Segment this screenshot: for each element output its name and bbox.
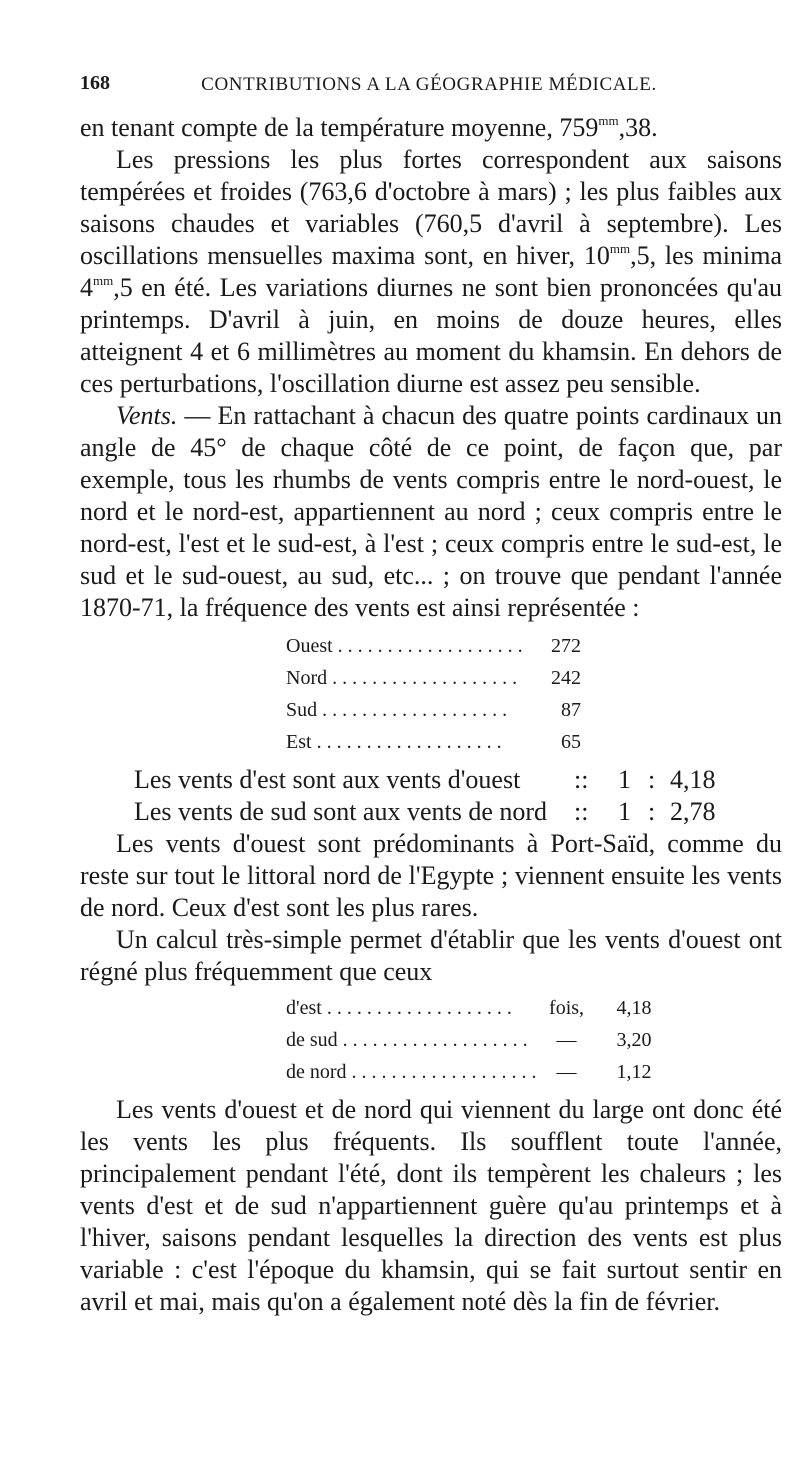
paragraph-text: ,5, les minima 4 <box>80 241 782 302</box>
ratio-one: 1 <box>618 797 631 826</box>
ratio-value: 4,18 <box>670 765 716 794</box>
leader-dots <box>347 1061 537 1083</box>
ratio-text: Les vents d'est sont aux vents d'ouest <box>134 765 521 794</box>
paragraph-pressures <box>80 144 782 400</box>
paragraph-dominant-winds: Les vents d'ouest sont prédominants à Port-Saïd, comme du reste sur tout le littoral nord de l'Egypte ; viennent ensuite les vents de nord. Ceux d'est sont les plus rares. <box>80 829 782 922</box>
section-label: Vents. <box>116 401 178 430</box>
paragraph-pressure-mean <box>80 112 782 144</box>
times-value: 4,18 <box>616 997 652 1019</box>
wind-name: d'est <box>286 997 322 1019</box>
times-word: — <box>556 1029 577 1051</box>
ratio-colon: : <box>648 765 656 794</box>
table-row <box>286 992 652 1024</box>
table-row <box>286 1024 652 1056</box>
times-word: fois, <box>549 997 585 1019</box>
ratio-value: 2,78 <box>670 797 716 826</box>
wind-frequency-table <box>286 630 581 758</box>
paragraph-frequent-winds: Les vents d'ouest et de nord qui viennent du large ont donc été les vents les plus fréquents. Ils soufflent toute l'année, principalement pendant l'été, dont ils tempèrent les chaleurs ; les vents d'est et de sud n'appartiennent guère qu'au printemps et à l'hiver, saisons pendant lesquelles la direction des vents est plus variable : c'est l'époque du khamsin, qui se fait surtout sentir en avril et mai, mais qu'on a également noté dès la fin de février. <box>80 1095 782 1316</box>
times-value: 1,12 <box>616 1061 652 1083</box>
ratio-symbol: :: <box>574 765 589 794</box>
leader-dots <box>322 997 512 1019</box>
wind-name: de sud <box>286 1029 338 1051</box>
ratio-one: 1 <box>618 765 631 794</box>
table-row <box>286 726 581 758</box>
paragraph-text: ,5 en été. Les variations diurnes ne sont bien prononcées qu'au printemps. D'avril à juin, en moins de douze heures, elles atteignent 4 et 6 millimètres au moment du khamsin. En dehors de ces perturbations, l'oscillation diurne est assez peu sensible. <box>80 273 782 398</box>
leader-dots <box>312 731 502 753</box>
leader-dots <box>317 699 507 721</box>
times-value: 3,20 <box>616 1029 652 1051</box>
table-row <box>286 662 581 694</box>
ratio-row <box>80 796 782 828</box>
paragraph-text: — En rattachant à chacun des quatre points cardinaux un angle de 45° de chaque côté de ce point, de façon que, par exemple, tous les rhumbs de vents compris entre le nord-ouest, le nord et le nord-est, appartiennent au nord ; ceux compris entre le nord-est, l'est et le sud-est, à l'est ; ceux compris entre le sud-est, le sud et le sud-ouest, au sud, etc... ; on trouve que pendant l'année 1870-71, la fréquence des vents est ainsi représentée : <box>80 401 782 622</box>
ratio-text: Les vents de sud sont aux vents de nord <box>134 797 548 826</box>
wind-name: de nord <box>286 1061 347 1083</box>
wind-name: Nord <box>286 667 328 689</box>
table-row <box>286 694 581 726</box>
wind-count: 272 <box>551 635 581 657</box>
wind-name: Est <box>286 731 312 753</box>
leader-dots <box>327 667 517 689</box>
leader-dots <box>333 635 523 657</box>
leader-dots <box>338 1029 528 1051</box>
paragraph-text: Les pressions les plus fortes correspondent aux saisons tempérées et froides (763,6 d'octobre à mars) ; les plus faibles aux saisons chaudes et variables (760,5 d'avril à septembre). Les oscillations mensuelles maxima sont, en hiver, 10 <box>80 145 782 270</box>
unit-superscript: mm <box>609 241 631 256</box>
paragraph-winds <box>80 400 782 624</box>
table-row <box>286 1056 652 1088</box>
paragraph-text: ,38. <box>618 113 658 142</box>
table-row <box>286 630 581 662</box>
times-word: — <box>556 1061 577 1083</box>
unit-superscript: mm <box>598 113 619 128</box>
paragraph-text: en tenant compte de la température moyenne, 759 <box>80 113 599 142</box>
ratio-row <box>80 764 782 796</box>
wind-ratios <box>80 764 782 828</box>
page-header <box>80 72 778 102</box>
page-body <box>80 112 782 1318</box>
ratio-colon: : <box>648 797 656 826</box>
comparison-table <box>286 992 652 1088</box>
wind-name: Ouest <box>286 635 333 657</box>
wind-count: 87 <box>561 699 581 721</box>
wind-name: Sud <box>286 699 318 721</box>
page-number: 168 <box>80 72 110 94</box>
paragraph-calculation: Un calcul très-simple permet d'établir que les vents d'ouest ont régné plus fréquemment que ceux <box>80 925 782 986</box>
running-title: CONTRIBUTIONS A LA GÉOGRAPHIE MÉDICALE. <box>201 74 657 95</box>
wind-count: 242 <box>551 667 581 689</box>
unit-superscript: mm <box>93 273 114 288</box>
wind-count: 65 <box>561 731 581 753</box>
ratio-symbol: :: <box>574 797 589 826</box>
